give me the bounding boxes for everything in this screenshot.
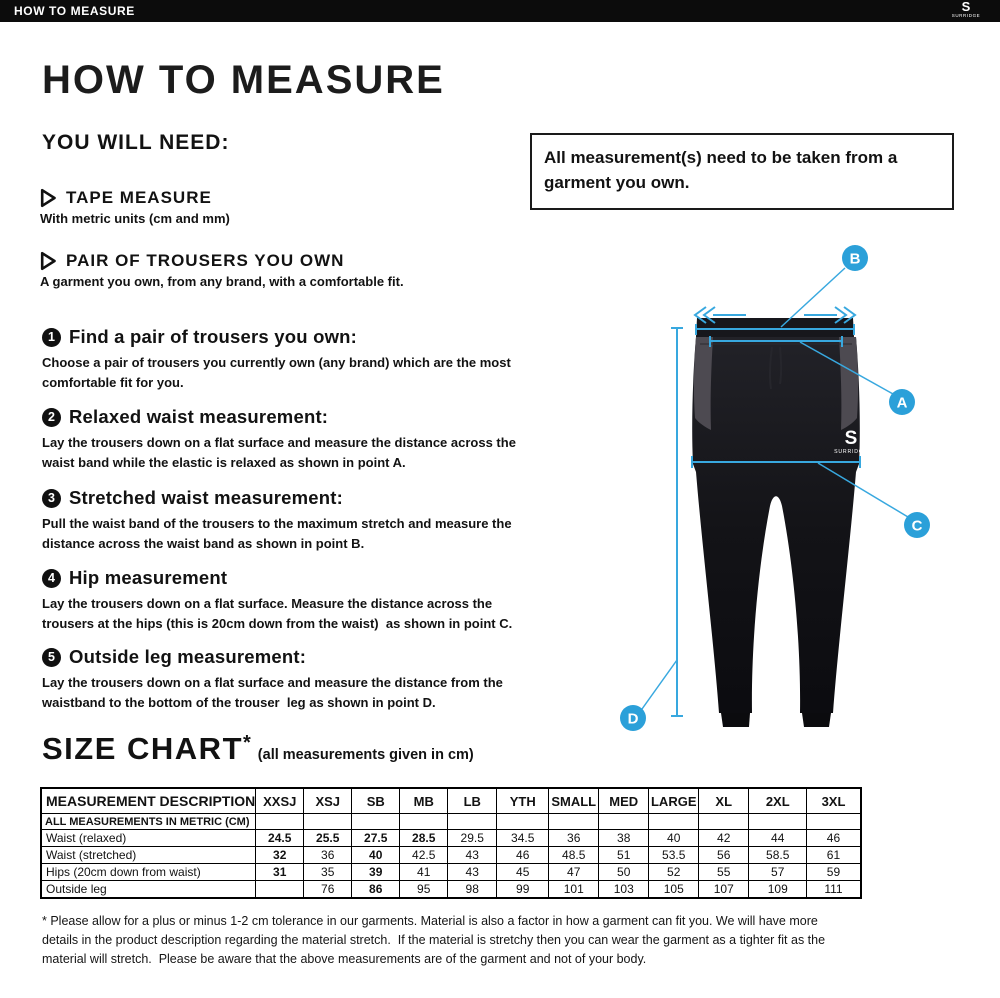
table-empty-cell <box>599 814 649 830</box>
step-4 <box>42 567 602 633</box>
value-cell: 55 <box>699 864 749 881</box>
right-side-panel <box>839 337 858 430</box>
trousers-measurement-diagram <box>600 235 950 740</box>
step-3 <box>42 487 602 553</box>
value-cell: 25.5 <box>304 830 352 847</box>
value-cell: 47 <box>549 864 599 881</box>
step-number-badge: 1 <box>42 328 61 347</box>
value-cell: 35 <box>304 864 352 881</box>
step-number-badge: 5 <box>42 648 61 667</box>
size-chart-asterisk: * <box>243 732 251 754</box>
table-header-cell: LARGE <box>649 788 699 814</box>
step-1 <box>42 326 602 392</box>
table-empty-cell <box>749 814 807 830</box>
table-empty-cell <box>352 814 400 830</box>
value-cell: 42 <box>699 830 749 847</box>
surridge-logo <box>944 0 988 19</box>
step-number-badge: 4 <box>42 569 61 588</box>
point-d-badge <box>620 705 646 731</box>
value-cell: 45 <box>497 864 549 881</box>
step-title: Stretched waist measurement: <box>69 487 343 508</box>
surridge-wordmark: SURRIDGE <box>951 13 981 18</box>
table-header-cell: XL <box>699 788 749 814</box>
need-item-title: TAPE MEASURE <box>66 188 212 207</box>
value-cell: 27.5 <box>352 830 400 847</box>
garment-logo-s-icon: S <box>844 428 858 449</box>
step-description: Lay the trousers down on a flat surface and measure the distance from the waistband to the bottom of the trouser leg as shown in point D. <box>42 675 507 710</box>
table-subheader-row <box>41 814 861 830</box>
measure-line-d <box>671 328 683 716</box>
table-header-cell: MED <box>599 788 649 814</box>
need-item <box>40 188 230 226</box>
value-cell: 29.5 <box>448 830 497 847</box>
value-cell: 101 <box>549 881 599 899</box>
need-item-title: PAIR OF TROUSERS YOU OWN <box>66 251 345 270</box>
value-cell: 24.5 <box>256 830 304 847</box>
top-bar <box>0 0 1000 22</box>
value-cell: 43 <box>448 864 497 881</box>
value-cell: 57 <box>749 864 807 881</box>
table-empty-cell <box>807 814 861 830</box>
value-cell: 41 <box>400 864 448 881</box>
value-cell: 111 <box>807 881 861 899</box>
step-number-badge: 3 <box>42 489 61 508</box>
table-row <box>41 830 861 847</box>
step-description: Lay the trousers down on a flat surface and measure the distance across the waist band while the elastic is relaxed as shown in point A. <box>42 435 520 470</box>
need-item-desc: A garment you own, from any brand, with a comfortable fit. <box>40 274 404 289</box>
table-header-cell: XXSJ <box>256 788 304 814</box>
value-cell: 31 <box>256 864 304 881</box>
tolerance-footnote: * Please allow for a plus or minus 1-2 cm tolerance in our garments. Material is also a factor in how a garment can fit you. We will have more details in the product description regarding the material stretch. If the material is stretchy then you can wear the garment as a tighter fit as the material will stretch. Please be aware that the above measurements are of the garment and not of your body. <box>42 914 829 966</box>
need-item <box>40 251 404 289</box>
row-label-cell: Hips (20cm down from waist) <box>41 864 256 881</box>
step-title: Outside leg measurement: <box>69 646 307 667</box>
value-cell: 86 <box>352 881 400 899</box>
point-b-label: B <box>849 250 861 268</box>
table-empty-cell <box>304 814 352 830</box>
table-header-cell: SB <box>352 788 400 814</box>
callout-line-d <box>642 660 677 709</box>
value-cell: 28.5 <box>400 830 448 847</box>
step-2 <box>42 406 602 472</box>
value-cell: 32 <box>256 847 304 864</box>
row-label-cell: Outside leg <box>41 881 256 899</box>
value-cell: 58.5 <box>749 847 807 864</box>
value-cell: 42.5 <box>400 847 448 864</box>
table-row <box>41 864 861 881</box>
table-header-cell: MEASUREMENT DESCRIPTION <box>41 788 256 814</box>
waistband <box>696 318 854 337</box>
table-header-cell: MB <box>400 788 448 814</box>
measurement-note-box: All measurement(s) need to be taken from a garment you own. <box>530 133 954 210</box>
table-empty-cell <box>256 814 304 830</box>
table-header-cell: LB <box>448 788 497 814</box>
point-a-badge <box>889 389 915 415</box>
need-item-desc: With metric units (cm and mm) <box>40 211 230 226</box>
left-side-panel <box>694 337 713 430</box>
size-chart-table <box>40 787 862 899</box>
table-subheader-cell: ALL MEASUREMENTS IN METRIC (CM) <box>41 814 256 830</box>
size-chart-subtitle: (all measurements given in cm) <box>257 747 474 763</box>
point-c-label: C <box>911 517 923 535</box>
point-c-badge <box>904 512 930 538</box>
value-cell: 36 <box>304 847 352 864</box>
value-cell: 61 <box>807 847 861 864</box>
row-label-cell: Waist (relaxed) <box>41 830 256 847</box>
step-title: Find a pair of trousers you own: <box>69 326 358 347</box>
value-cell: 34.5 <box>497 830 549 847</box>
value-cell: 43 <box>448 847 497 864</box>
value-cell: 76 <box>304 881 352 899</box>
step-number-badge: 2 <box>42 408 61 427</box>
step-title: Hip measurement <box>69 567 228 588</box>
table-header-cell: 3XL <box>807 788 861 814</box>
point-d-label: D <box>627 710 639 728</box>
value-cell <box>256 881 304 899</box>
trousers-illustration <box>692 318 868 727</box>
table-row <box>41 847 861 864</box>
table-empty-cell <box>549 814 599 830</box>
top-bar-title: HOW TO MEASURE <box>14 4 135 18</box>
step-5 <box>42 646 602 712</box>
value-cell: 56 <box>699 847 749 864</box>
table-header-cell: 2XL <box>749 788 807 814</box>
value-cell: 48.5 <box>549 847 599 864</box>
value-cell: 103 <box>599 881 649 899</box>
triangle-bullet-icon <box>40 251 57 271</box>
value-cell: 53.5 <box>649 847 699 864</box>
value-cell: 46 <box>807 830 861 847</box>
value-cell: 36 <box>549 830 599 847</box>
table-empty-cell <box>497 814 549 830</box>
value-cell: 59 <box>807 864 861 881</box>
table-empty-cell <box>699 814 749 830</box>
table-header-cell: XSJ <box>304 788 352 814</box>
value-cell: 105 <box>649 881 699 899</box>
value-cell: 46 <box>497 847 549 864</box>
value-cell: 51 <box>599 847 649 864</box>
size-chart-heading <box>42 731 474 767</box>
value-cell: 107 <box>699 881 749 899</box>
table-empty-cell <box>448 814 497 830</box>
value-cell: 109 <box>749 881 807 899</box>
value-cell: 40 <box>352 847 400 864</box>
value-cell: 50 <box>599 864 649 881</box>
value-cell: 44 <box>749 830 807 847</box>
garment-logo-wordmark: SURRIDGE <box>834 449 868 455</box>
step-description: Lay the trousers down on a flat surface. Measure the distance across the trousers at the hips (this is 20cm down from the waist) as shown in point C. <box>42 596 513 631</box>
surridge-s-icon: S <box>961 0 971 14</box>
step-description: Pull the waist band of the trousers to the maximum stretch and measure the distance across the waist band as shown in point B. <box>42 516 516 551</box>
value-cell: 98 <box>448 881 497 899</box>
you-will-need-heading: YOU WILL NEED: <box>42 131 230 154</box>
value-cell: 99 <box>497 881 549 899</box>
table-header-row <box>41 788 861 814</box>
step-title: Relaxed waist measurement: <box>69 406 329 427</box>
table-row <box>41 881 861 899</box>
value-cell: 40 <box>649 830 699 847</box>
triangle-bullet-icon <box>40 188 57 208</box>
point-b-badge <box>842 245 868 271</box>
left-cuff <box>721 713 750 727</box>
step-description: Choose a pair of trousers you currently own (any brand) which are the most comfortable fit for you. <box>42 355 515 390</box>
size-chart-title: SIZE CHART <box>42 731 243 766</box>
table-empty-cell <box>649 814 699 830</box>
value-cell: 38 <box>599 830 649 847</box>
row-label-cell: Waist (stretched) <box>41 847 256 864</box>
point-a-label: A <box>896 394 908 412</box>
value-cell: 52 <box>649 864 699 881</box>
value-cell: 39 <box>352 864 400 881</box>
right-cuff <box>802 713 831 727</box>
table-header-cell: SMALL <box>549 788 599 814</box>
page-title: HOW TO MEASURE <box>42 58 445 102</box>
value-cell: 95 <box>400 881 448 899</box>
table-empty-cell <box>400 814 448 830</box>
table-header-cell: YTH <box>497 788 549 814</box>
